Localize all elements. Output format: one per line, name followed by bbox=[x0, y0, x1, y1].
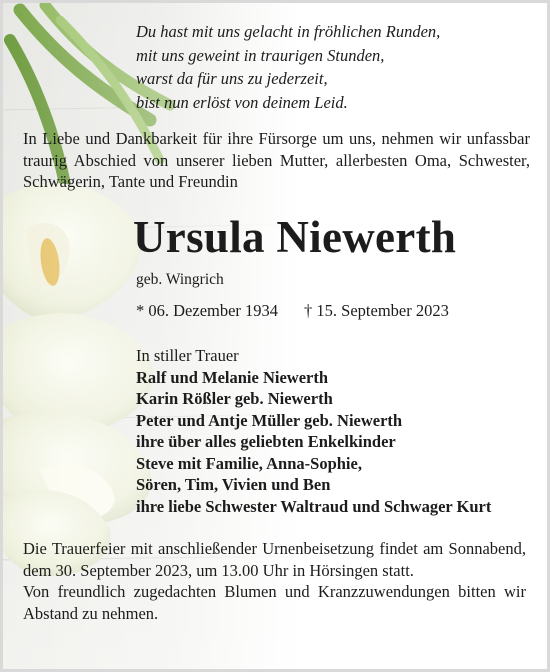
life-dates bbox=[136, 300, 449, 322]
poem-line: warst da für uns zu jederzeit, bbox=[136, 69, 328, 88]
poem-line: mit uns geweint in traurigen Stunden, bbox=[136, 45, 385, 65]
flowers-notice: Von freundlich zugedachten Blumen und Kranzzuwendungen bitten wir Abstand zu nehmen. bbox=[23, 582, 526, 623]
mourners-list bbox=[136, 345, 491, 517]
poem-line: Du hast mit uns gelacht in fröhlichen Runden, bbox=[136, 22, 441, 41]
mourner-line: ihre liebe Schwester Waltraud und Schwager Kurt bbox=[136, 496, 492, 516]
mourner-line: Peter und Antje Müller geb. Niewerth bbox=[136, 410, 403, 430]
funeral-notice: Die Trauerfeier mit anschließender Urnenbeisetzung findet am Sonnabend, dem 30. September 2023, um 13.00 Uhr in Hörsingen statt. bbox=[23, 539, 526, 580]
mourners-heading: In stiller Trauer bbox=[136, 346, 239, 365]
birth-date: * 06. Dezember 1934 bbox=[136, 301, 279, 320]
poem-line: bist nun erlöst von deinem Leid. bbox=[136, 92, 348, 112]
deceased-name: Ursula Niewerth bbox=[133, 212, 457, 262]
mourner-line: ihre über alles geliebten Enkelkinder bbox=[136, 432, 396, 451]
death-date: † 15. September 2023 bbox=[304, 301, 449, 320]
mourner-line: Karin Rößler geb. Niewerth bbox=[136, 389, 333, 408]
poem bbox=[136, 20, 536, 114]
mourner-line: Steve mit Familie, Anna-Sophie, bbox=[136, 453, 362, 473]
mourner-line: Sören, Tim, Vivien und Ben bbox=[136, 475, 331, 494]
closing-notes bbox=[23, 538, 526, 624]
mourner-line: Ralf und Melanie Niewerth bbox=[136, 367, 329, 387]
maiden-name: geb. Wingrich bbox=[136, 271, 224, 288]
intro-text: In Liebe und Dankbarkeit für ihre Fürsorge um uns, nehmen wir unfassbar traurig Abschied von unserer lieben Mutter, allerbesten Oma, Schwester, Schwägerin, Tante und Freundin bbox=[23, 129, 530, 191]
